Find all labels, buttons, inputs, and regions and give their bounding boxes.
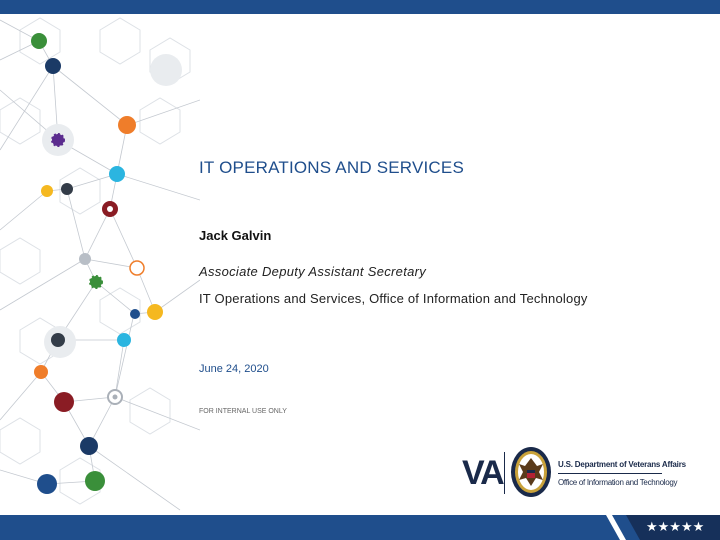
- department-rule: [558, 473, 662, 474]
- classification-label: FOR INTERNAL USE ONLY: [199, 408, 287, 415]
- top-banner: [0, 0, 720, 14]
- presenter-role: Associate Deputy Assistant Secretary: [199, 264, 427, 279]
- slide-title: IT OPERATIONS AND SERVICES: [199, 158, 464, 177]
- va-logo-mark: VA: [462, 454, 503, 492]
- connected-nodes-graphic: [0, 14, 200, 514]
- logo-divider: [504, 452, 505, 494]
- stars-icon: ★★★★★: [646, 519, 705, 534]
- presenter-name: Jack Galvin: [199, 228, 272, 243]
- presentation-date: June 24, 2020: [199, 363, 269, 375]
- office-name: Office of Information and Technology: [558, 478, 678, 487]
- department-name: U.S. Department of Veterans Affairs: [558, 460, 686, 469]
- va-seal-icon: [510, 446, 552, 498]
- presenter-organization: IT Operations and Services, Office of Information and Technology: [199, 291, 588, 306]
